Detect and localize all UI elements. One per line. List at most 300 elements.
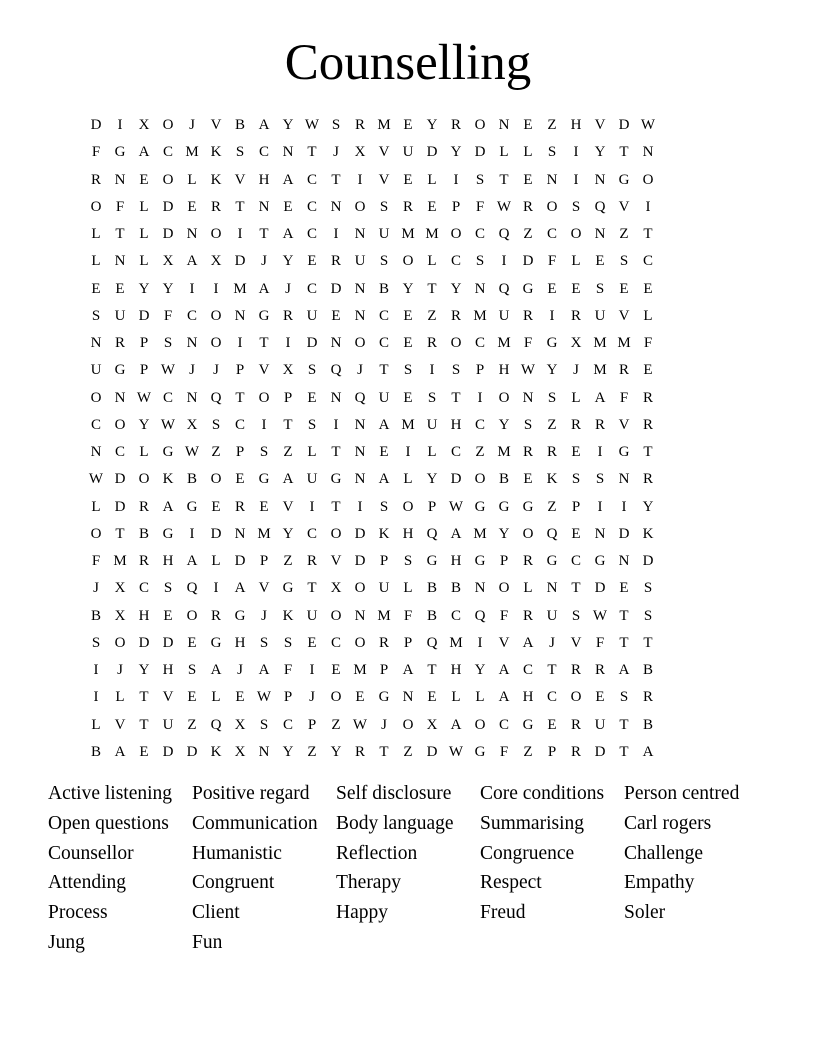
- grid-row: [84, 712, 732, 739]
- grid-letter: D: [618, 117, 630, 133]
- grid-letter: S: [619, 689, 629, 706]
- grid-letter: S: [571, 198, 581, 215]
- grid-letter: I: [309, 662, 315, 678]
- grid-letter: M: [377, 117, 391, 133]
- grid-letter: C: [546, 689, 557, 706]
- grid-letter: G: [426, 553, 438, 569]
- grid-letter: A: [258, 662, 270, 678]
- grid-letter: E: [91, 280, 101, 297]
- grid-letter: Y: [138, 280, 150, 297]
- grid-letter: E: [163, 607, 173, 624]
- grid-letter: D: [354, 525, 366, 542]
- grid-letter: A: [522, 634, 534, 651]
- grid-letter: Z: [523, 226, 533, 242]
- grid-letter: Z: [547, 498, 557, 515]
- grid-letter: N: [354, 280, 366, 297]
- grid-letter: T: [235, 198, 245, 215]
- grid-letter: W: [592, 607, 608, 624]
- grid-letter: Z: [187, 716, 197, 733]
- grid-letter: S: [451, 362, 461, 379]
- grid-letter: R: [594, 662, 605, 678]
- grid-letter: O: [402, 253, 414, 270]
- word-list-item: Freud: [480, 902, 526, 924]
- grid-letter: R: [546, 444, 557, 460]
- grid-letter: L: [139, 253, 149, 270]
- grid-letter: E: [331, 662, 341, 678]
- grid-letter: S: [403, 362, 413, 379]
- grid-letter: O: [354, 198, 366, 215]
- grid-letter: N: [330, 389, 342, 406]
- word-list-item: Respect: [480, 872, 542, 894]
- grid-letter: J: [261, 253, 267, 270]
- grid-letter: H: [258, 171, 270, 188]
- grid-letter: I: [645, 198, 651, 215]
- grid-letter: E: [595, 689, 605, 706]
- grid-letter: L: [307, 444, 317, 460]
- word-list-item: Core conditions: [480, 783, 605, 804]
- grid-letter: H: [570, 117, 582, 133]
- grid-letter: G: [522, 716, 534, 733]
- grid-letter: D: [594, 743, 606, 760]
- grid-letter: G: [546, 335, 558, 351]
- grid-letter: T: [619, 716, 629, 733]
- grid-letter: E: [307, 389, 317, 406]
- grid-letter: O: [162, 171, 174, 188]
- grid-letter: N: [498, 117, 510, 133]
- grid-letter: L: [427, 171, 437, 188]
- grid-letter: B: [90, 607, 101, 624]
- grid-letter: R: [522, 307, 533, 324]
- grid-letter: L: [643, 307, 653, 324]
- grid-letter: H: [450, 662, 462, 678]
- grid-letter: E: [403, 307, 413, 324]
- grid-letter: Y: [138, 662, 150, 678]
- grid-letter: R: [570, 307, 581, 324]
- word-list-item: Challenge: [624, 842, 704, 864]
- grid-letter: R: [210, 607, 221, 624]
- grid-letter: C: [90, 416, 101, 433]
- grid-letter: P: [547, 743, 557, 760]
- grid-letter: A: [258, 117, 270, 133]
- grid-letter: K: [546, 471, 558, 488]
- grid-letter: X: [426, 716, 438, 733]
- grid-letter: K: [210, 144, 222, 161]
- grid-letter: R: [330, 253, 341, 270]
- grid-letter: A: [186, 553, 198, 569]
- grid-row: [84, 439, 732, 466]
- grid-letter: J: [213, 362, 219, 379]
- grid-letter: V: [114, 716, 126, 733]
- grid-letter: S: [475, 253, 485, 270]
- grid-letter: U: [306, 307, 318, 324]
- grid-letter: U: [114, 307, 126, 324]
- grid-letter: Z: [547, 117, 557, 133]
- grid-letter: T: [643, 226, 653, 242]
- grid-letter: N: [354, 226, 366, 242]
- grid-letter: L: [451, 689, 461, 706]
- grid-letter: G: [522, 280, 534, 297]
- grid-letter: D: [522, 253, 534, 270]
- grid-letter: T: [643, 634, 653, 651]
- grid-letter: E: [379, 444, 389, 460]
- grid-letter: G: [162, 444, 174, 460]
- grid-letter: I: [477, 389, 483, 406]
- grid-letter: T: [643, 444, 653, 460]
- grid-letter: S: [163, 335, 173, 351]
- grid-letter: H: [498, 362, 510, 379]
- grid-letter: R: [354, 743, 365, 760]
- grid-letter: B: [426, 607, 437, 624]
- grid-letter: D: [162, 634, 174, 651]
- grid-letter: E: [187, 198, 197, 215]
- grid-letter: D: [162, 198, 174, 215]
- grid-letter: K: [378, 525, 390, 542]
- grid-letter: H: [162, 662, 174, 678]
- grid-row: [84, 494, 732, 521]
- grid-letter: R: [522, 607, 533, 624]
- grid-letter: V: [618, 307, 630, 324]
- grid-letter: R: [354, 117, 365, 133]
- grid-letter: J: [189, 362, 195, 379]
- grid-letter: Q: [354, 389, 366, 406]
- grid-letter: J: [285, 280, 291, 297]
- grid-letter: G: [258, 307, 270, 324]
- grid-letter: P: [499, 553, 509, 569]
- grid-letter: A: [114, 743, 126, 760]
- grid-letter: D: [162, 226, 174, 242]
- grid-letter: T: [619, 607, 629, 624]
- grid-letter: L: [403, 471, 413, 488]
- grid-letter: P: [403, 634, 413, 651]
- grid-letter: D: [450, 471, 462, 488]
- grid-letter: N: [402, 689, 414, 706]
- word-list-item: Congruent: [192, 872, 275, 894]
- grid-letter: A: [186, 253, 198, 270]
- grid-letter: G: [186, 498, 198, 515]
- grid-letter: B: [234, 117, 245, 133]
- grid-letter: V: [618, 198, 630, 215]
- grid-letter: S: [307, 362, 317, 379]
- grid-letter: G: [546, 553, 558, 569]
- grid-letter: R: [210, 198, 221, 215]
- word-list-item: Open questions: [48, 812, 169, 834]
- grid-letter: G: [330, 471, 342, 488]
- grid-letter: J: [261, 607, 267, 624]
- grid-letter: Y: [498, 525, 510, 542]
- grid-letter: G: [474, 553, 486, 569]
- grid-letter: E: [523, 471, 533, 488]
- grid-letter: P: [427, 498, 437, 515]
- grid-letter: F: [499, 743, 509, 760]
- grid-letter: T: [331, 498, 341, 515]
- grid-letter: N: [114, 171, 126, 188]
- grid-letter: E: [259, 498, 269, 515]
- grid-letter: K: [210, 743, 222, 760]
- grid-letter: F: [163, 307, 173, 324]
- grid-letter: N: [594, 525, 606, 542]
- grid-letter: Y: [282, 743, 294, 760]
- grid-letter: X: [234, 716, 246, 733]
- grid-letter: T: [259, 226, 269, 242]
- grid-letter: C: [306, 280, 317, 297]
- grid-letter: D: [306, 335, 318, 351]
- grid-letter: S: [571, 471, 581, 488]
- grid-letter: L: [499, 144, 509, 161]
- grid-letter: L: [115, 689, 125, 706]
- word-list-item: Carl rogers: [624, 812, 712, 834]
- grid-letter: Z: [211, 444, 221, 460]
- grid-letter: X: [114, 580, 126, 597]
- grid-letter: N: [354, 307, 366, 324]
- grid-letter: S: [547, 144, 557, 161]
- grid-letter: I: [189, 280, 195, 297]
- grid-letter: R: [114, 335, 125, 351]
- grid-letter: O: [114, 634, 126, 651]
- grid-letter: F: [475, 198, 485, 215]
- grid-letter: M: [113, 553, 127, 569]
- grid-letter: D: [138, 307, 150, 324]
- grid-letter: U: [378, 580, 390, 597]
- word-list-item: Client: [192, 902, 240, 924]
- grid-letter: S: [595, 280, 605, 297]
- grid-letter: Y: [426, 117, 438, 133]
- grid-letter: L: [403, 580, 413, 597]
- grid-letter: U: [354, 253, 366, 270]
- grid-letter: G: [522, 498, 534, 515]
- grid-letter: M: [425, 226, 439, 242]
- grid-letter: R: [90, 171, 101, 188]
- grid-letter: L: [571, 253, 581, 270]
- grid-letter: S: [259, 444, 269, 460]
- grid-letter: E: [547, 280, 557, 297]
- grid-letter: Y: [594, 144, 606, 161]
- grid-letter: E: [307, 253, 317, 270]
- grid-row: [84, 194, 732, 221]
- grid-letter: W: [640, 117, 656, 133]
- grid-letter: M: [353, 662, 367, 678]
- grid-letter: T: [571, 580, 581, 597]
- grid-letter: C: [642, 253, 653, 270]
- grid-letter: L: [91, 716, 101, 733]
- grid-letter: O: [402, 498, 414, 515]
- grid-letter: N: [354, 607, 366, 624]
- grid-letter: U: [594, 716, 606, 733]
- grid-letter: O: [210, 335, 222, 351]
- grid-letter: R: [138, 553, 149, 569]
- grid-letter: J: [333, 144, 339, 161]
- grid-letter: S: [379, 198, 389, 215]
- grid-letter: J: [117, 662, 123, 678]
- grid-letter: N: [642, 144, 654, 161]
- grid-letter: A: [210, 662, 222, 678]
- grid-letter: I: [261, 416, 267, 433]
- grid-letter: J: [309, 689, 315, 706]
- grid-letter: N: [354, 416, 366, 433]
- grid-letter: J: [549, 634, 555, 651]
- grid-letter: V: [282, 498, 294, 515]
- grid-letter: T: [331, 171, 341, 188]
- grid-letter: R: [618, 362, 629, 379]
- grid-letter: A: [594, 389, 606, 406]
- grid-letter: M: [377, 607, 391, 624]
- grid-letter: D: [474, 144, 486, 161]
- grid-letter: M: [473, 307, 487, 324]
- grid-letter: G: [618, 444, 630, 460]
- grid-letter: A: [642, 743, 654, 760]
- grid-letter: P: [283, 689, 293, 706]
- grid-letter: T: [427, 280, 437, 297]
- grid-row: [84, 139, 732, 166]
- grid-letter: C: [450, 444, 461, 460]
- grid-letter: S: [331, 117, 341, 133]
- grid-letter: S: [259, 716, 269, 733]
- grid-letter: I: [597, 444, 603, 460]
- grid-letter: A: [498, 662, 510, 678]
- grid-row: [84, 221, 732, 248]
- grid-letter: O: [162, 117, 174, 133]
- grid-letter: L: [91, 253, 101, 270]
- grid-letter: O: [474, 117, 486, 133]
- grid-letter: S: [91, 634, 101, 651]
- grid-letter: I: [117, 117, 123, 133]
- grid-letter: C: [498, 716, 509, 733]
- grid-letter: B: [90, 743, 101, 760]
- grid-letter: S: [259, 634, 269, 651]
- grid-letter: I: [333, 416, 339, 433]
- grid-letter: L: [139, 198, 149, 215]
- grid-letter: I: [453, 171, 459, 188]
- grid-letter: X: [210, 253, 222, 270]
- grid-letter: Q: [210, 389, 222, 406]
- grid-letter: D: [234, 553, 246, 569]
- grid-letter: P: [139, 335, 149, 351]
- grid-letter: A: [402, 662, 414, 678]
- word-list-item: Fun: [192, 931, 223, 953]
- grid-letter: O: [354, 335, 366, 351]
- grid-letter: Q: [186, 580, 198, 597]
- grid-letter: V: [330, 553, 342, 569]
- grid-letter: Y: [498, 416, 510, 433]
- grid-letter: G: [282, 580, 294, 597]
- grid-letter: N: [354, 444, 366, 460]
- grid-letter: I: [357, 498, 363, 515]
- grid-row: [84, 575, 732, 602]
- grid-letter: E: [187, 634, 197, 651]
- grid-letter: B: [378, 280, 389, 297]
- word-list-item: Self disclosure: [336, 783, 452, 804]
- grid-letter: L: [427, 444, 437, 460]
- grid-letter: N: [330, 198, 342, 215]
- grid-letter: Y: [282, 525, 294, 542]
- grid-row: [84, 330, 732, 357]
- grid-letter: H: [138, 607, 150, 624]
- grid-letter: C: [234, 416, 245, 433]
- grid-letter: E: [187, 689, 197, 706]
- grid-letter: T: [307, 580, 317, 597]
- word-list-item: Process: [48, 902, 108, 924]
- grid-letter: K: [642, 525, 654, 542]
- grid-letter: T: [451, 389, 461, 406]
- grid-row: [84, 630, 732, 657]
- grid-letter: N: [546, 580, 558, 597]
- grid-letter: D: [594, 580, 606, 597]
- grid-letter: W: [520, 362, 536, 379]
- grid-letter: I: [477, 634, 483, 651]
- grid-letter: T: [499, 171, 509, 188]
- grid-letter: S: [163, 580, 173, 597]
- word-list-item: Counsellor: [48, 842, 134, 864]
- grid-letter: I: [429, 362, 435, 379]
- grid-letter: A: [282, 171, 294, 188]
- grid-letter: E: [307, 634, 317, 651]
- grid-letter: U: [402, 144, 414, 161]
- grid-letter: P: [235, 362, 245, 379]
- grid-letter: E: [619, 280, 629, 297]
- grid-letter: I: [237, 335, 243, 351]
- grid-letter: V: [210, 117, 222, 133]
- grid-letter: C: [258, 144, 269, 161]
- grid-letter: R: [642, 389, 653, 406]
- grid-letter: R: [642, 471, 653, 488]
- grid-letter: N: [114, 253, 126, 270]
- grid-letter: O: [498, 389, 510, 406]
- grid-letter: E: [571, 280, 581, 297]
- grid-letter: Y: [282, 117, 294, 133]
- grid-letter: A: [498, 689, 510, 706]
- word-list-item: Active listening: [48, 783, 173, 804]
- grid-letter: B: [426, 580, 437, 597]
- grid-letter: C: [474, 226, 485, 242]
- grid-letter: C: [138, 580, 149, 597]
- grid-letter: O: [402, 716, 414, 733]
- grid-letter: E: [235, 471, 245, 488]
- grid-letter: U: [90, 362, 102, 379]
- grid-letter: S: [475, 171, 485, 188]
- grid-letter: H: [450, 416, 462, 433]
- grid-letter: O: [642, 171, 654, 188]
- grid-letter: N: [114, 389, 126, 406]
- grid-letter: A: [258, 280, 270, 297]
- grid-row: [84, 276, 732, 303]
- grid-letter: P: [307, 716, 317, 733]
- grid-letter: M: [593, 362, 607, 379]
- grid-letter: O: [330, 525, 342, 542]
- grid-letter: N: [186, 389, 198, 406]
- grid-letter: Z: [331, 716, 341, 733]
- grid-letter: F: [91, 553, 101, 569]
- grid-letter: X: [570, 335, 582, 351]
- grid-row: [84, 357, 732, 384]
- grid-letter: T: [307, 144, 317, 161]
- grid-letter: W: [448, 743, 464, 760]
- grid-letter: D: [234, 253, 246, 270]
- grid-letter: E: [235, 689, 245, 706]
- grid-letter: C: [474, 416, 485, 433]
- grid-letter: V: [378, 171, 390, 188]
- grid-letter: D: [354, 553, 366, 569]
- grid-letter: L: [571, 389, 581, 406]
- grid-letter: R: [570, 743, 581, 760]
- word-list-item: Empathy: [624, 872, 695, 894]
- grid-letter: C: [282, 716, 293, 733]
- grid-letter: C: [378, 335, 389, 351]
- grid-letter: J: [357, 362, 363, 379]
- grid-letter: S: [379, 498, 389, 515]
- grid-letter: K: [282, 607, 294, 624]
- grid-letter: E: [139, 743, 149, 760]
- grid-letter: X: [114, 607, 126, 624]
- grid-letter: F: [115, 198, 125, 215]
